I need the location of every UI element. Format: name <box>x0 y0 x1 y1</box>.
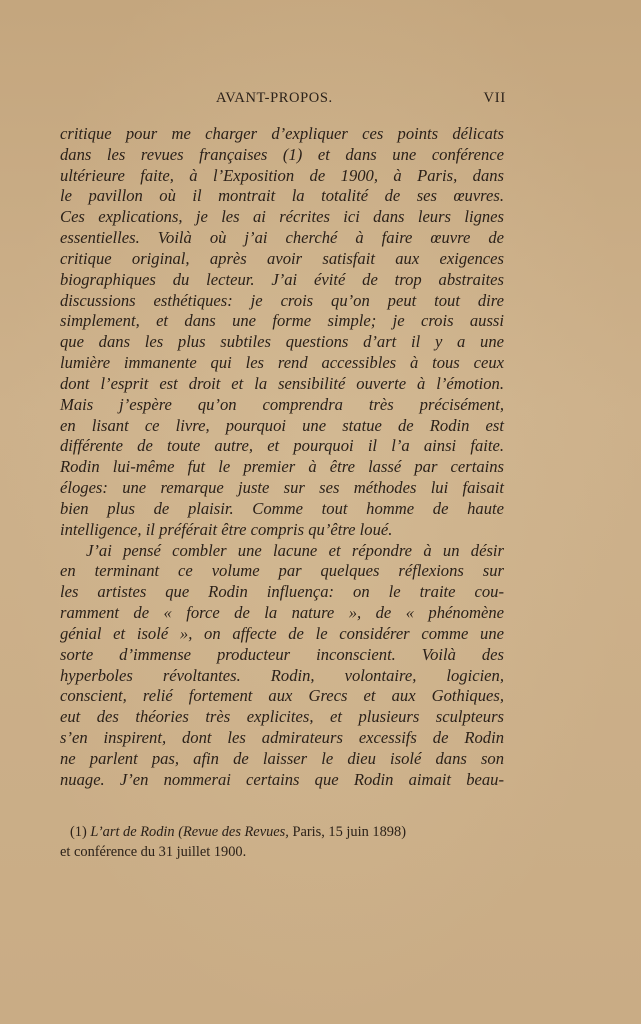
footnote-marker: (1) <box>70 824 91 840</box>
text-line: Mais j’espère qu’on comprendra très précisément, <box>60 394 504 414</box>
text-line: hyperboles révoltantes. Rodin, volontaire, logicien, <box>60 665 504 685</box>
footnote-source: Paris, 15 juin 1898) <box>288 824 406 840</box>
text-line: critique original, après avoir satisfait aux exigences <box>60 248 504 268</box>
text-line: conscient, relié fortement aux Grecs et aux Gothiques, <box>60 686 504 706</box>
running-head <box>60 90 506 112</box>
footnote <box>60 822 504 862</box>
text-line: eut des théories très explicites, et plusieurs sculpteurs <box>60 707 504 727</box>
text-line: éloges: une remarque juste sur ses méthodes lui faisait <box>60 478 504 498</box>
body-text <box>60 124 504 791</box>
footnote-title: L’art de Rodin (Revue des Revues, <box>90 824 289 840</box>
text-line: dont l’esprit est droit et la sensibilité ouverte à l’émotion. <box>60 373 504 393</box>
text-line: en lisant ce livre, pourquoi une statue de Rodin est <box>60 415 504 435</box>
running-title: AVANT-PROPOS. <box>216 90 333 106</box>
text-line: dans les revues françaises (1) et dans une conférence <box>60 144 504 164</box>
paragraph-end-line: intelligence, il préférait être compris qu’être loué. <box>60 519 393 539</box>
text-line: ramment de « force de la nature », de « phénomène <box>60 603 504 623</box>
text-line: s’en inspirent, dont les admirateurs excessifs de Rodin <box>60 728 504 748</box>
text-line: différente de toute autre, et pourquoi il l’a ainsi faite. <box>60 436 504 456</box>
text-line: critique pour me charger d’expliquer ces points délicats <box>60 124 504 143</box>
text-line: biographiques du lecteur. J’ai évité de trop abstraites <box>60 269 504 289</box>
text-line: bien plus de plaisir. Comme tout homme de haute <box>60 498 504 518</box>
page-number: VII <box>483 90 506 106</box>
text-line: les artistes que Rodin influença: on le traite cou- <box>60 582 504 602</box>
text-line: discussions esthétiques: je crois qu’on peut tout dire <box>60 290 504 310</box>
text-line: Rodin lui-même fut le premier à être lassé par certains <box>60 457 504 477</box>
text-line: lumière immanente qui les rend accessibles à tous ceux <box>60 353 504 373</box>
text-line: essentielles. Voilà où j’ai cherché à faire œuvre de <box>60 228 504 248</box>
text-line: en terminant ce volume par quelques réflexions sur <box>60 561 504 581</box>
footnote-line: et conférence du 31 juillet 1900. <box>60 844 247 860</box>
text-line: simplement, et dans une forme simple; je crois aussi <box>60 311 504 331</box>
footnote-line <box>60 822 504 842</box>
text-line: ne parlent pas, afin de laisser le dieu isolé dans son <box>60 748 504 768</box>
text-line: génial et isolé », on affecte de le considérer comme une <box>60 623 504 643</box>
text-line: nuage. J’en nommerai certains que Rodin aimait beau- <box>60 769 504 789</box>
text-line: que dans les plus subtiles questions d’art il y a une <box>60 332 504 352</box>
text-line: ultérieure faite, à l’Exposition de 1900, à Paris, dans <box>60 165 504 185</box>
text-line: Ces explications, je les ai récrites ici dans leurs lignes <box>60 207 504 227</box>
text-line: sorte d’immense producteur inconscient. Voilà des <box>60 644 504 664</box>
text-line: le pavillon où il montrait la totalité de ses œuvres. <box>60 186 504 206</box>
paragraph-start-line: J’ai pensé combler une lacune et répondre à un désir <box>86 540 504 560</box>
